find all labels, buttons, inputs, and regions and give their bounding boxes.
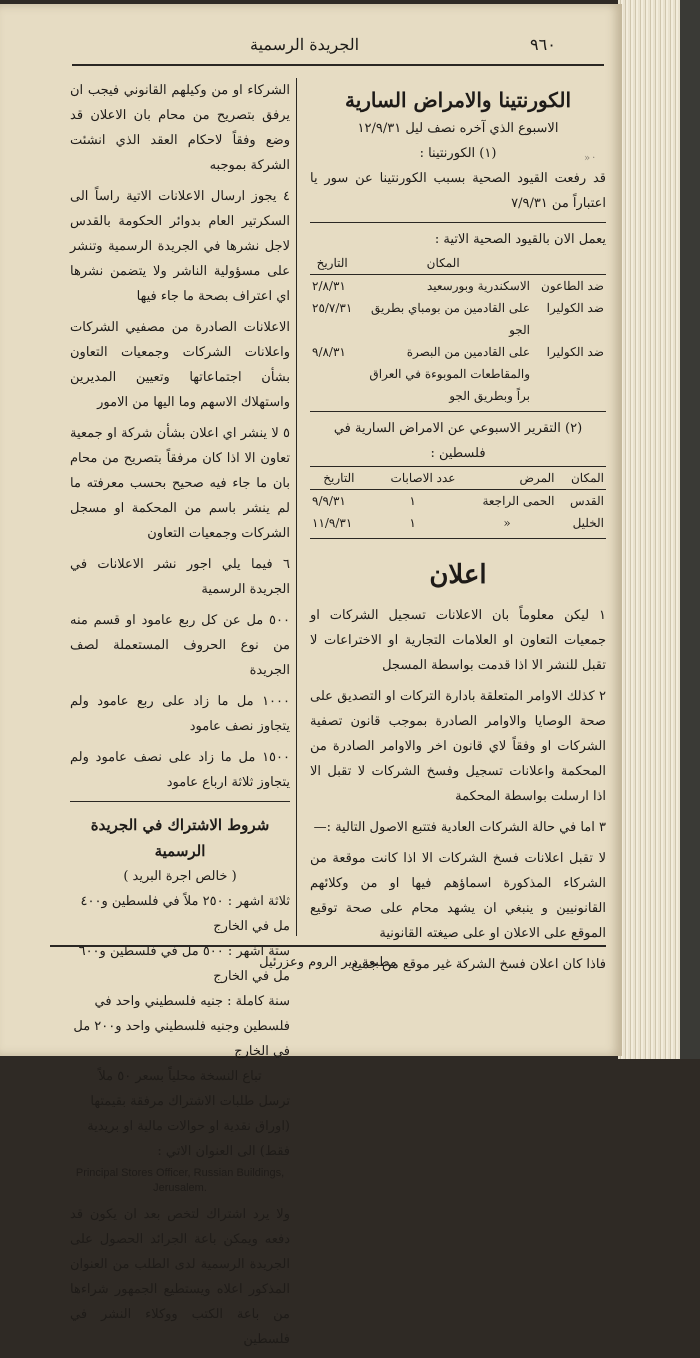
divider — [70, 801, 290, 802]
table-row — [310, 275, 606, 298]
single-copy-price: تباع النسخة محلياً بسعر ٥٠ ملاً — [98, 1069, 262, 1084]
continued-paragraph: الشركاء او من وكيلهم القانوني فيجب ان يرفق بتصريح من محام بان الاعلان قد وضع وفقاً لاحكام العقد الذي انشئت الشركة بموجبه — [70, 83, 290, 173]
subscription-send: ترسل طلبات الاشتراك مرفقة بقيمتها (اوراق نقدية او حوالات مالية او بريدية فقط) الى العنوان الاتي : — [87, 1094, 290, 1159]
row-disease: ضد الكوليرا — [546, 301, 604, 315]
notice-paragraph-1: ١ ليكن معلوماً بان الاعلانات تسجيل الشركات او جمعيات التعاون او العلامات التجارية او الاختراعات لا تقبل للنشر الا اذا قدمت بواسطة المسجل — [310, 608, 606, 673]
paragraph-5: ٥ لا ينشر اي اعلان بشأن شركة او جمعية تعاون الا اذا كان مرفقاً بتصريح من محام بان ما جاء فيه صحيح بحسب معرفته ما لم ينشر باسم من المحكمة او مسجل الشركات وجمعيات التعاون — [70, 426, 290, 541]
row-date: ٢٥/٧/٣١ — [312, 301, 353, 315]
subscription-3-months: ثلاثة اشهر : ٢٥٠ ملاً في فلسطين و٤٠٠ مل في الخارج — [80, 894, 290, 934]
row-cases: ١ — [409, 516, 416, 530]
disease-report-table — [310, 466, 606, 534]
table-row — [310, 341, 606, 407]
row-cases: ١ — [409, 494, 416, 508]
header-date: التاريخ — [323, 471, 355, 485]
row-place: الخليل — [572, 516, 604, 530]
paragraph-4: ٤ يجوز ارسال الاعلانات الاتية راساً الى السكرتير العام بدوائر الحكومة بالقدس لاجل نشرها في الجريدة الرسمية وتنشر على مسؤولية الناشر ولا يتضمن نشرها اي اعتراف بصحة ما جاء فيها — [70, 189, 290, 304]
book-page-edges — [618, 0, 680, 1059]
week-line: الاسبوع الذي آخره نصف ليل ١٢/٩/٣١ — [357, 121, 559, 136]
gazette-title: الجريدة الرسمية — [250, 35, 360, 54]
footer-rule — [50, 945, 606, 947]
header-date: التاريخ — [316, 256, 348, 270]
address-english: Principal Stores Officer, Russian Buildings, Jerusalem. — [75, 1167, 285, 1194]
row-disease: الحمى الراجعة — [482, 494, 555, 508]
header-place: المكان — [426, 256, 460, 270]
row-disease: ضد الكوليرا — [546, 345, 604, 359]
notice-title: اعلان — [429, 560, 487, 590]
paragraph-4b: الاعلانات الصادرة من مصفيي الشركات واعلانات الشركات وجمعيات التعاون بشأن اجتماعاتها وتعيين المديرين واستهلاك الاسهم وما اليها من الامور — [70, 320, 290, 410]
row-place: على القادمين من البصرة والمقاطعات الموبوءة في العراق براً وبطريق الجو — [369, 345, 530, 403]
row-disease: ضد الطاعون — [541, 279, 604, 293]
quarantine-table — [310, 252, 606, 407]
row-date: ٩/٨/٣١ — [312, 345, 346, 359]
paragraph-6: ٦ فيما يلي اجور نشر الاعلانات في الجريدة الرسمية — [70, 557, 290, 597]
column-divider — [296, 78, 297, 936]
table-row — [310, 512, 606, 534]
divider — [310, 538, 606, 539]
table-row — [310, 490, 606, 513]
section-1-text: قد رفعت القيود الصحية بسبب الكورنتينا عن سور يا اعتباراً من ٧/٩/٣١ — [310, 171, 606, 211]
left-column — [70, 78, 290, 1358]
section-1-intro: يعمل الان بالقيود الصحية الاتية : — [434, 232, 606, 247]
book-cover-edge — [680, 0, 700, 1059]
rate-line-1: ٥٠٠ مل عن كل ربع عامود او قسم منه من نوع الحروف المستعملة لصف الجريدة — [70, 613, 290, 678]
right-column — [310, 78, 606, 983]
notice-paragraph-3c: فاذا كان اعلان فسخ الشركة غير موقع من جميع — [351, 957, 606, 972]
divider — [310, 411, 606, 412]
divider — [310, 222, 606, 223]
margin-mark: »· — [584, 153, 598, 164]
notice-paragraph-3: ٣ اما في حالة الشركات العادية فتتبع الاصول التالية :— — [313, 820, 606, 835]
row-place: على القادمين من بومباي بطريق الجو — [371, 301, 530, 337]
section-2-heading: (٢) التقرير الاسبوعي عن الامراض السارية في فلسطين : — [333, 421, 583, 461]
row-place: الاسكندرية وبورسعيد — [426, 279, 530, 293]
header-rule — [72, 64, 604, 66]
row-place: القدس — [569, 494, 604, 508]
row-date: ٢/٨/٣١ — [312, 279, 346, 293]
table-row — [310, 297, 606, 341]
subscription-end: ولا يرد اشتراك لتخص بعد ان يكون قد دفعه ويمكن باعة الجرائد الحصول على الجريدة الرسمية لدى الطلب من العنوان المذكور اعلاه ويستطيع الجمهور شراءها من باعة الكتب ووكلاء النشر في فلسطين — [70, 1207, 290, 1347]
rate-line-2: ١٠٠٠ مل ما زاد على ربع عامود ولم يتجاوز نصف عامود — [70, 694, 290, 734]
notice-paragraph-3b: لا تقبل اعلانات فسخ الشركات الا اذا كانت موقعة من الشركاء المذكورة اسماؤهم فيها او من وكلائهم القانونيين و ينبغي ان يشهد محام على صحة توقيع الموقع على الاعلان او على صيغته القانونية — [310, 851, 606, 941]
page-number: ٩٦٠ — [530, 35, 556, 54]
subscription-note: ( خالص اجرة البريد ) — [123, 869, 237, 884]
subscription-6-months: ستة اشهر : ٥٠٠ مل في فلسطين و٦٠٠ مل في الخارج — [78, 944, 290, 984]
notice-paragraph-2: ٢ كذلك الاوامر المتعلقة بادارة التركات او التصديق على صحة الوصايا والاوامر الصادرة بموجب قانون تصفية الشركات او وفقاً لاي قانون اخر والاوامر الصادرة من المحكمة واعلانات تسجيل وفسخ الشركات لا تقبل الا اذا ارسلت بواسطة المحكمة — [310, 689, 606, 804]
quarantine-title: الكورنتينا والامراض السارية — [344, 88, 571, 112]
subscription-title: شروط الاشتراك في الجريدة الرسمية — [90, 816, 270, 860]
row-date: ٩/٩/٣١ — [312, 494, 346, 508]
header-place: المكان — [570, 471, 604, 485]
row-disease: « — [503, 516, 511, 530]
header-cases: عدد الاصابات — [390, 471, 456, 485]
printer-imprint: مطبعة دير الروم وعزرئيل — [259, 955, 397, 970]
header-disease: المرض — [519, 471, 555, 485]
row-date: ١١/٩/٣١ — [312, 516, 353, 530]
subscription-year: سنة كاملة : جنيه فلسطيني واحد في فلسطين وجنيه فلسطيني واحد و٢٠٠ مل في الخارج — [73, 994, 290, 1059]
rate-line-3: ١٥٠٠ مل ما زاد على نصف عامود ولم يتجاوز ثلاثة ارباع عامود — [70, 750, 290, 790]
section-1-heading: (١) الكورنتينا : — [419, 146, 497, 161]
